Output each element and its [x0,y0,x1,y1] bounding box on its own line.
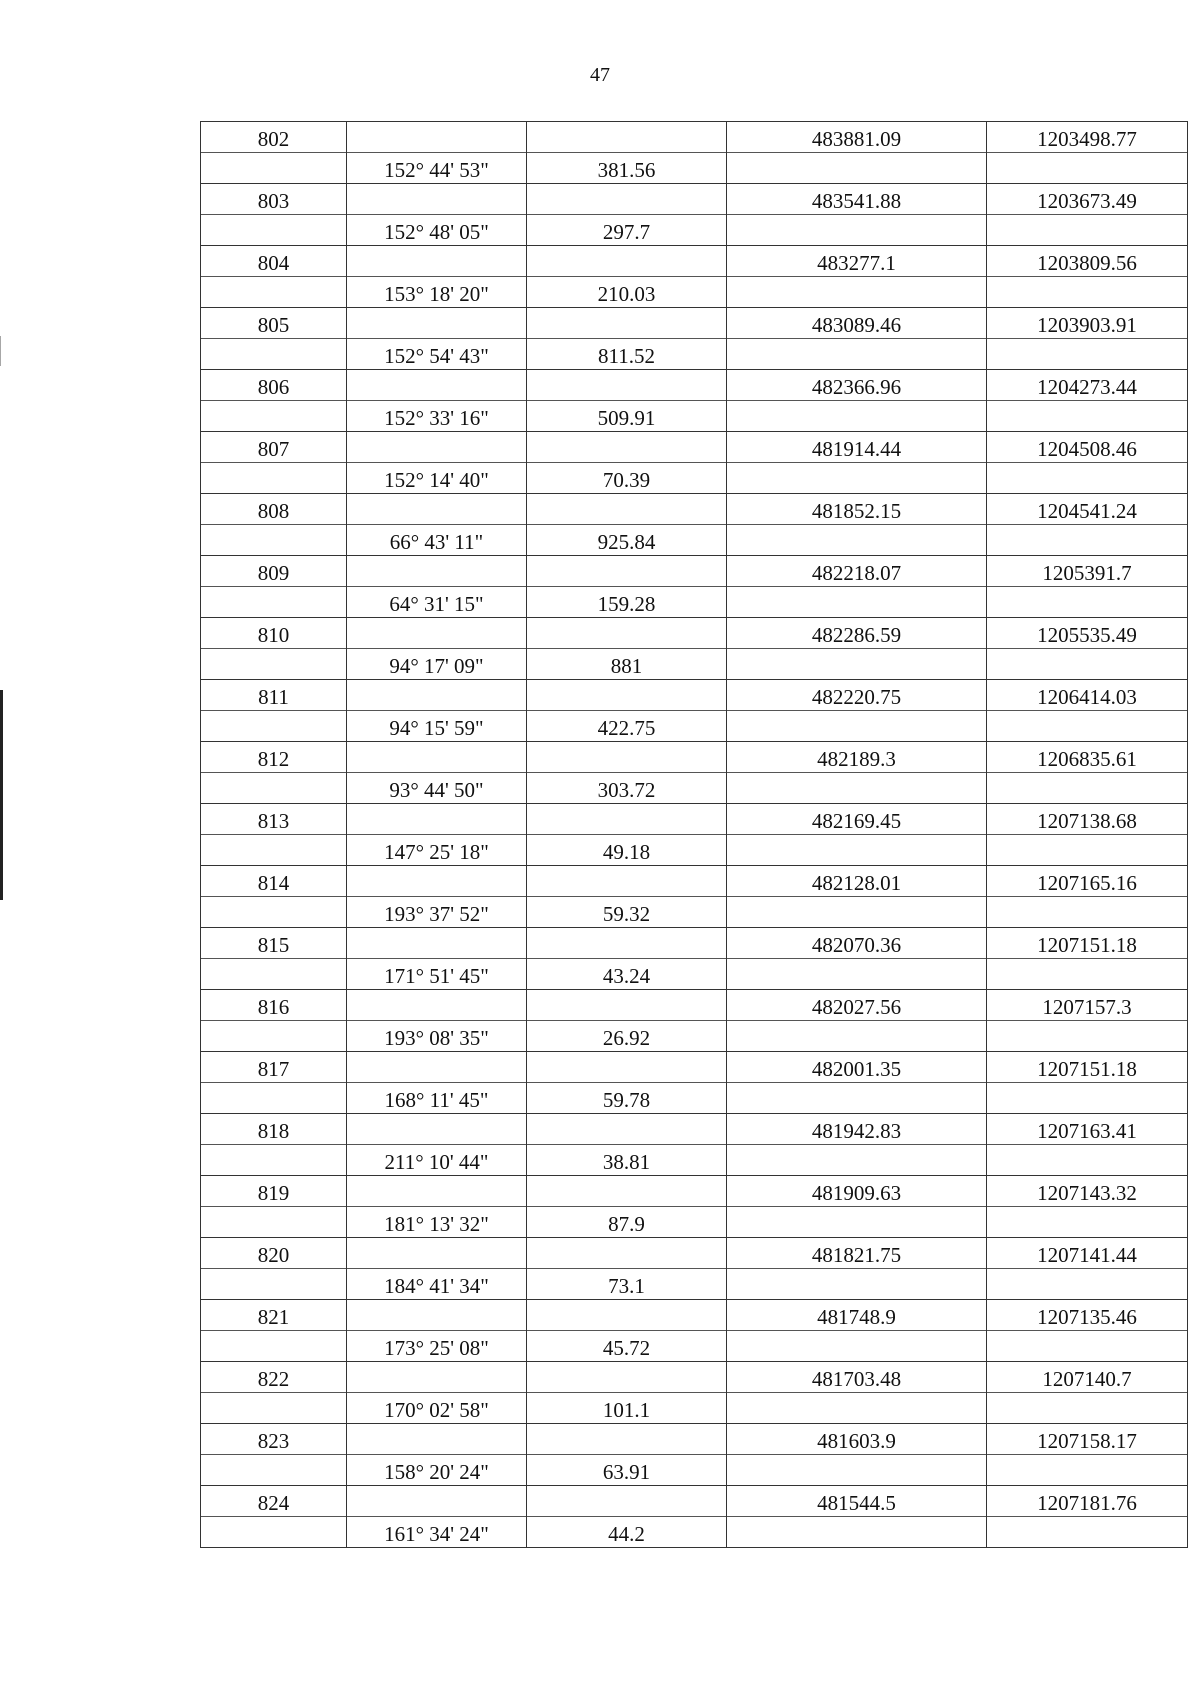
distance-cell: 925.84 [527,525,727,556]
bearing-cell-empty [347,370,527,401]
point-id-cell-empty [201,773,347,804]
distance-cell-empty [527,1176,727,1207]
y-coordinate-cell: 1207135.46 [987,1300,1188,1331]
segment-row [201,463,1188,494]
point-row [201,804,1188,835]
bearing-cell: 181° 13' 32" [347,1207,527,1238]
distance-cell: 87.9 [527,1207,727,1238]
y-coordinate-cell-empty [987,773,1188,804]
x-coordinate-cell-empty [727,773,987,804]
distance-cell-empty [527,990,727,1021]
segment-row [201,1517,1188,1548]
x-coordinate-cell: 481909.63 [727,1176,987,1207]
y-coordinate-cell: 1205391.7 [987,556,1188,587]
distance-cell-empty [527,184,727,215]
point-id-cell: 806 [201,370,347,401]
point-row [201,370,1188,401]
x-coordinate-cell: 481748.9 [727,1300,987,1331]
bearing-cell: 152° 14' 40" [347,463,527,494]
point-id-cell-empty [201,401,347,432]
point-row [201,742,1188,773]
bearing-cell: 173° 25' 08" [347,1331,527,1362]
bearing-cell-empty [347,556,527,587]
y-coordinate-cell: 1205535.49 [987,618,1188,649]
segment-row [201,711,1188,742]
y-coordinate-cell: 1207151.18 [987,928,1188,959]
x-coordinate-cell: 482027.56 [727,990,987,1021]
x-coordinate-cell-empty [727,215,987,246]
y-coordinate-cell: 1207141.44 [987,1238,1188,1269]
x-coordinate-cell: 482169.45 [727,804,987,835]
distance-cell-empty [527,680,727,711]
point-id-cell: 809 [201,556,347,587]
bearing-cell: 193° 37' 52" [347,897,527,928]
point-row [201,184,1188,215]
bearing-cell: 193° 08' 35" [347,1021,527,1052]
point-row [201,866,1188,897]
y-coordinate-cell-empty [987,215,1188,246]
distance-cell-empty [527,1114,727,1145]
y-coordinate-cell-empty [987,1207,1188,1238]
x-coordinate-cell: 481914.44 [727,432,987,463]
y-coordinate-cell: 1207158.17 [987,1424,1188,1455]
bearing-cell-empty [347,1362,527,1393]
point-id-cell: 818 [201,1114,347,1145]
y-coordinate-cell-empty [987,1331,1188,1362]
bearing-cell-empty [347,990,527,1021]
x-coordinate-cell-empty [727,339,987,370]
y-coordinate-cell: 1204508.46 [987,432,1188,463]
point-id-cell: 824 [201,1486,347,1517]
x-coordinate-cell: 483089.46 [727,308,987,339]
y-coordinate-cell-empty [987,401,1188,432]
page-number: 47 [590,64,610,86]
distance-cell-empty [527,1362,727,1393]
y-coordinate-cell-empty [987,525,1188,556]
segment-row [201,1393,1188,1424]
point-row [201,1052,1188,1083]
point-id-cell-empty [201,339,347,370]
y-coordinate-cell: 1207163.41 [987,1114,1188,1145]
segment-row [201,1269,1188,1300]
x-coordinate-cell-empty [727,277,987,308]
x-coordinate-cell: 482001.35 [727,1052,987,1083]
bearing-cell: 66° 43' 11" [347,525,527,556]
bearing-cell: 184° 41' 34" [347,1269,527,1300]
distance-cell: 44.2 [527,1517,727,1548]
point-row [201,1238,1188,1269]
distance-cell-empty [527,1486,727,1517]
y-coordinate-cell: 1204541.24 [987,494,1188,525]
point-id-cell: 819 [201,1176,347,1207]
x-coordinate-cell: 481603.9 [727,1424,987,1455]
segment-row [201,1145,1188,1176]
distance-cell: 811.52 [527,339,727,370]
point-id-cell-empty [201,525,347,556]
y-coordinate-cell: 1207181.76 [987,1486,1188,1517]
point-id-cell-empty [201,1207,347,1238]
point-id-cell: 805 [201,308,347,339]
point-id-cell: 808 [201,494,347,525]
x-coordinate-cell-empty [727,1269,987,1300]
bearing-cell-empty [347,618,527,649]
x-coordinate-cell-empty [727,711,987,742]
bearing-cell-empty [347,494,527,525]
point-id-cell: 823 [201,1424,347,1455]
x-coordinate-cell: 482366.96 [727,370,987,401]
coordinate-table [200,121,1188,1548]
distance-cell: 45.72 [527,1331,727,1362]
point-id-cell-empty [201,1269,347,1300]
point-id-cell: 814 [201,866,347,897]
bearing-cell: 152° 44' 53" [347,153,527,184]
bearing-cell-empty [347,1424,527,1455]
y-coordinate-cell: 1203498.77 [987,122,1188,153]
x-coordinate-cell-empty [727,587,987,618]
distance-cell: 70.39 [527,463,727,494]
point-id-cell: 803 [201,184,347,215]
distance-cell-empty [527,866,727,897]
point-id-cell: 815 [201,928,347,959]
segment-row [201,1083,1188,1114]
point-row [201,990,1188,1021]
point-id-cell: 821 [201,1300,347,1331]
distance-cell-empty [527,618,727,649]
x-coordinate-cell: 481544.5 [727,1486,987,1517]
distance-cell-empty [527,804,727,835]
bearing-cell-empty [347,866,527,897]
segment-row [201,649,1188,680]
y-coordinate-cell: 1206414.03 [987,680,1188,711]
point-row [201,618,1188,649]
bearing-cell-empty [347,184,527,215]
x-coordinate-cell-empty [727,649,987,680]
segment-row [201,215,1188,246]
y-coordinate-cell: 1207143.32 [987,1176,1188,1207]
y-coordinate-cell: 1207140.7 [987,1362,1188,1393]
point-id-cell: 802 [201,122,347,153]
distance-cell-empty [527,246,727,277]
x-coordinate-cell-empty [727,1207,987,1238]
y-coordinate-cell-empty [987,835,1188,866]
y-coordinate-cell: 1207165.16 [987,866,1188,897]
x-coordinate-cell: 483881.09 [727,122,987,153]
point-row [201,1114,1188,1145]
bearing-cell-empty [347,122,527,153]
point-row [201,928,1188,959]
x-coordinate-cell: 481852.15 [727,494,987,525]
x-coordinate-cell: 482220.75 [727,680,987,711]
bearing-cell-empty [347,1176,527,1207]
distance-cell: 73.1 [527,1269,727,1300]
point-id-cell-empty [201,1517,347,1548]
segment-row [201,1331,1188,1362]
segment-row [201,339,1188,370]
distance-cell: 381.56 [527,153,727,184]
x-coordinate-cell: 483541.88 [727,184,987,215]
x-coordinate-cell-empty [727,897,987,928]
bearing-cell: 211° 10' 44" [347,1145,527,1176]
distance-cell: 26.92 [527,1021,727,1052]
distance-cell-empty [527,370,727,401]
point-row [201,308,1188,339]
y-coordinate-cell-empty [987,1269,1188,1300]
y-coordinate-cell: 1204273.44 [987,370,1188,401]
bearing-cell-empty [347,308,527,339]
point-id-cell: 804 [201,246,347,277]
distance-cell: 63.91 [527,1455,727,1486]
point-row [201,1424,1188,1455]
segment-row [201,773,1188,804]
distance-cell: 509.91 [527,401,727,432]
x-coordinate-cell: 482128.01 [727,866,987,897]
point-id-cell-empty [201,1331,347,1362]
distance-cell: 38.81 [527,1145,727,1176]
distance-cell-empty [527,928,727,959]
y-coordinate-cell-empty [987,277,1188,308]
point-row [201,246,1188,277]
bearing-cell: 168° 11' 45" [347,1083,527,1114]
segment-row [201,1455,1188,1486]
point-id-cell-empty [201,1145,347,1176]
point-id-cell-empty [201,215,347,246]
distance-cell: 159.28 [527,587,727,618]
y-coordinate-cell: 1203809.56 [987,246,1188,277]
point-id-cell-empty [201,463,347,494]
point-id-cell: 812 [201,742,347,773]
y-coordinate-cell-empty [987,587,1188,618]
segment-row [201,1021,1188,1052]
x-coordinate-cell-empty [727,1393,987,1424]
scan-edge-mark [0,336,1,366]
point-id-cell: 813 [201,804,347,835]
bearing-cell: 64° 31' 15" [347,587,527,618]
y-coordinate-cell-empty [987,1021,1188,1052]
y-coordinate-cell-empty [987,897,1188,928]
bearing-cell: 94° 17' 09" [347,649,527,680]
distance-cell-empty [527,432,727,463]
segment-row [201,835,1188,866]
point-id-cell: 810 [201,618,347,649]
point-id-cell-empty [201,959,347,990]
point-row [201,432,1188,463]
x-coordinate-cell: 482189.3 [727,742,987,773]
y-coordinate-cell-empty [987,339,1188,370]
bearing-cell-empty [347,680,527,711]
bearing-cell-empty [347,1114,527,1145]
point-row [201,494,1188,525]
x-coordinate-cell-empty [727,525,987,556]
distance-cell-empty [527,742,727,773]
segment-row [201,401,1188,432]
y-coordinate-cell: 1207138.68 [987,804,1188,835]
distance-cell: 59.78 [527,1083,727,1114]
distance-cell: 422.75 [527,711,727,742]
y-coordinate-cell-empty [987,649,1188,680]
distance-cell: 210.03 [527,277,727,308]
point-id-cell: 816 [201,990,347,1021]
x-coordinate-cell: 481942.83 [727,1114,987,1145]
bearing-cell-empty [347,432,527,463]
distance-cell: 297.7 [527,215,727,246]
y-coordinate-cell-empty [987,153,1188,184]
segment-row [201,587,1188,618]
coordinate-table-body [201,122,1188,1548]
bearing-cell: 152° 54' 43" [347,339,527,370]
x-coordinate-cell-empty [727,959,987,990]
distance-cell-empty [527,308,727,339]
point-row [201,1176,1188,1207]
distance-cell-empty [527,1424,727,1455]
distance-cell-empty [527,494,727,525]
bearing-cell: 153° 18' 20" [347,277,527,308]
point-id-cell-empty [201,587,347,618]
y-coordinate-cell-empty [987,1393,1188,1424]
y-coordinate-cell-empty [987,1083,1188,1114]
bearing-cell: 171° 51' 45" [347,959,527,990]
x-coordinate-cell-empty [727,401,987,432]
bearing-cell-empty [347,928,527,959]
x-coordinate-cell-empty [727,1455,987,1486]
x-coordinate-cell: 482218.07 [727,556,987,587]
y-coordinate-cell: 1207151.18 [987,1052,1188,1083]
point-id-cell-empty [201,835,347,866]
point-id-cell: 822 [201,1362,347,1393]
point-id-cell-empty [201,277,347,308]
distance-cell: 43.24 [527,959,727,990]
point-id-cell-empty [201,897,347,928]
bearing-cell-empty [347,1300,527,1331]
bearing-cell: 152° 48' 05" [347,215,527,246]
bearing-cell: 93° 44' 50" [347,773,527,804]
x-coordinate-cell: 481821.75 [727,1238,987,1269]
point-row [201,556,1188,587]
distance-cell-empty [527,1052,727,1083]
x-coordinate-cell-empty [727,1145,987,1176]
bearing-cell-empty [347,804,527,835]
bearing-cell-empty [347,1238,527,1269]
y-coordinate-cell: 1203673.49 [987,184,1188,215]
bearing-cell: 158° 20' 24" [347,1455,527,1486]
point-id-cell: 811 [201,680,347,711]
y-coordinate-cell-empty [987,1145,1188,1176]
point-row [201,1486,1188,1517]
bearing-cell: 147° 25' 18" [347,835,527,866]
point-id-cell-empty [201,1393,347,1424]
scan-edge-mark [0,690,3,900]
distance-cell: 101.1 [527,1393,727,1424]
x-coordinate-cell-empty [727,1021,987,1052]
point-row [201,1300,1188,1331]
x-coordinate-cell: 481703.48 [727,1362,987,1393]
distance-cell: 49.18 [527,835,727,866]
y-coordinate-cell-empty [987,463,1188,494]
y-coordinate-cell-empty [987,1517,1188,1548]
x-coordinate-cell: 482286.59 [727,618,987,649]
distance-cell-empty [527,1238,727,1269]
point-id-cell-empty [201,1455,347,1486]
x-coordinate-cell-empty [727,1083,987,1114]
x-coordinate-cell: 482070.36 [727,928,987,959]
bearing-cell: 161° 34' 24" [347,1517,527,1548]
distance-cell: 59.32 [527,897,727,928]
point-id-cell-empty [201,1021,347,1052]
distance-cell: 881 [527,649,727,680]
distance-cell-empty [527,122,727,153]
bearing-cell: 94° 15' 59" [347,711,527,742]
segment-row [201,525,1188,556]
point-row [201,122,1188,153]
y-coordinate-cell: 1207157.3 [987,990,1188,1021]
y-coordinate-cell-empty [987,1455,1188,1486]
x-coordinate-cell-empty [727,835,987,866]
distance-cell-empty [527,556,727,587]
point-id-cell-empty [201,153,347,184]
x-coordinate-cell: 483277.1 [727,246,987,277]
y-coordinate-cell: 1203903.91 [987,308,1188,339]
point-id-cell: 807 [201,432,347,463]
x-coordinate-cell-empty [727,1517,987,1548]
x-coordinate-cell-empty [727,153,987,184]
point-id-cell-empty [201,711,347,742]
point-id-cell: 820 [201,1238,347,1269]
bearing-cell: 170° 02' 58" [347,1393,527,1424]
bearing-cell-empty [347,246,527,277]
segment-row [201,959,1188,990]
x-coordinate-cell-empty [727,463,987,494]
segment-row [201,1207,1188,1238]
point-row [201,1362,1188,1393]
bearing-cell-empty [347,742,527,773]
bearing-cell-empty [347,1486,527,1517]
segment-row [201,277,1188,308]
y-coordinate-cell-empty [987,711,1188,742]
bearing-cell: 152° 33' 16" [347,401,527,432]
segment-row [201,897,1188,928]
distance-cell: 303.72 [527,773,727,804]
x-coordinate-cell-empty [727,1331,987,1362]
y-coordinate-cell: 1206835.61 [987,742,1188,773]
point-id-cell-empty [201,649,347,680]
point-row [201,680,1188,711]
y-coordinate-cell-empty [987,959,1188,990]
point-id-cell-empty [201,1083,347,1114]
bearing-cell-empty [347,1052,527,1083]
segment-row [201,153,1188,184]
distance-cell-empty [527,1300,727,1331]
point-id-cell: 817 [201,1052,347,1083]
